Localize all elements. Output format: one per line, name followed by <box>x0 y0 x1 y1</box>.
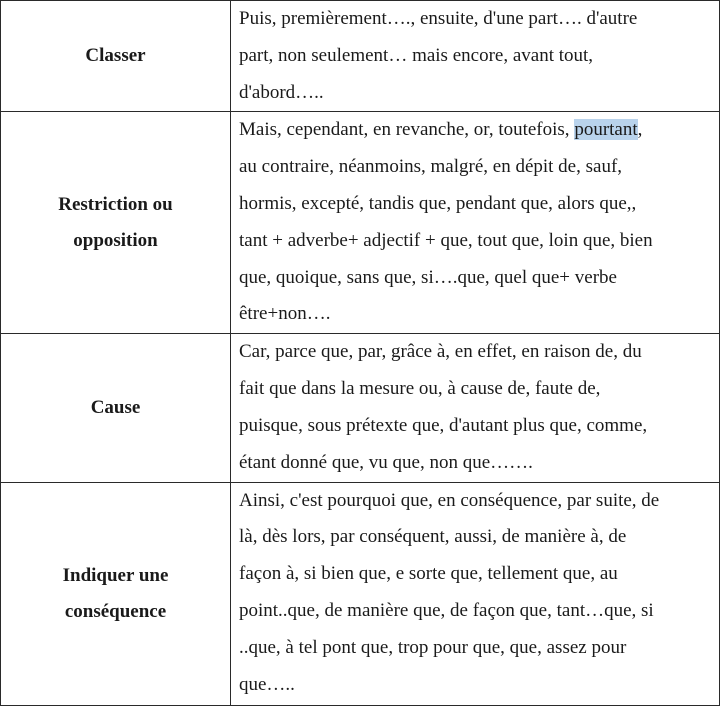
connector-line: puisque, sous prétexte que, d'autant plus que, comme, <box>239 414 648 436</box>
connector-line: être+non…. <box>239 303 331 325</box>
table-row <box>1 1 720 112</box>
connector-line: Car, parce que, par, grâce à, en effet, en raison de, du <box>239 341 642 363</box>
connector-line: façon à, si bien que, e sorte que, tellement que, au <box>239 563 618 585</box>
category-label-cell <box>1 1 231 112</box>
table-row <box>1 334 720 482</box>
connector-line <box>239 112 715 149</box>
connector-line: d'abord….. <box>239 81 324 103</box>
connector-line: Puis, premièrement…., ensuite, d'une part…. d'autre <box>239 8 638 29</box>
category-label: Cause <box>90 396 141 418</box>
category-label: conséquence <box>64 600 167 622</box>
connector-text: Mais, cependant, en revanche, or, toutefois, <box>239 119 575 141</box>
connectors-cell <box>231 334 720 482</box>
category-label-cell <box>1 334 231 482</box>
connector-line: Ainsi, c'est pourquoi que, en conséquence, par suite, de <box>239 489 660 511</box>
connector-line: part, non seulement… mais encore, avant tout, <box>239 44 594 66</box>
category-label-cell <box>1 482 231 705</box>
connector-line: tant + adverbe+ adjectif + que, tout que, loin que, bien <box>239 229 653 251</box>
connector-line: au contraire, néanmoins, malgré, en dépit de, sauf, <box>239 156 623 178</box>
category-label: opposition <box>73 229 158 251</box>
connector-line: étant donné que, vu que, non que……. <box>239 451 533 473</box>
connector-line: fait que dans la mesure ou, à cause de, faute de, <box>239 378 601 400</box>
connector-line: que….. <box>239 673 295 695</box>
table-row <box>1 112 720 334</box>
connectors-cell <box>231 1 720 112</box>
category-label-cell <box>1 112 231 334</box>
connectors-cell <box>231 112 720 334</box>
connector-line: là, dès lors, par conséquent, aussi, de manière à, de <box>239 526 627 548</box>
connector-line: que, quoique, sans que, si….que, quel que+ verbe <box>239 266 617 288</box>
category-label: Classer <box>85 45 146 67</box>
selected-word-highlight[interactable]: pourtant <box>574 119 638 141</box>
connector-line: hormis, excepté, tandis que, pendant que, alors que,, <box>239 192 637 214</box>
connectors-cell <box>231 482 720 705</box>
connector-line: point..que, de manière que, de façon que, tant…que, si <box>239 599 654 621</box>
connector-line: ..que, à tel pont que, trop pour que, que, assez pour <box>239 636 627 658</box>
connector-text: , <box>637 119 643 141</box>
category-label: Indiquer une <box>62 564 169 586</box>
table-row <box>1 482 720 705</box>
category-label: Restriction ou <box>58 193 173 215</box>
